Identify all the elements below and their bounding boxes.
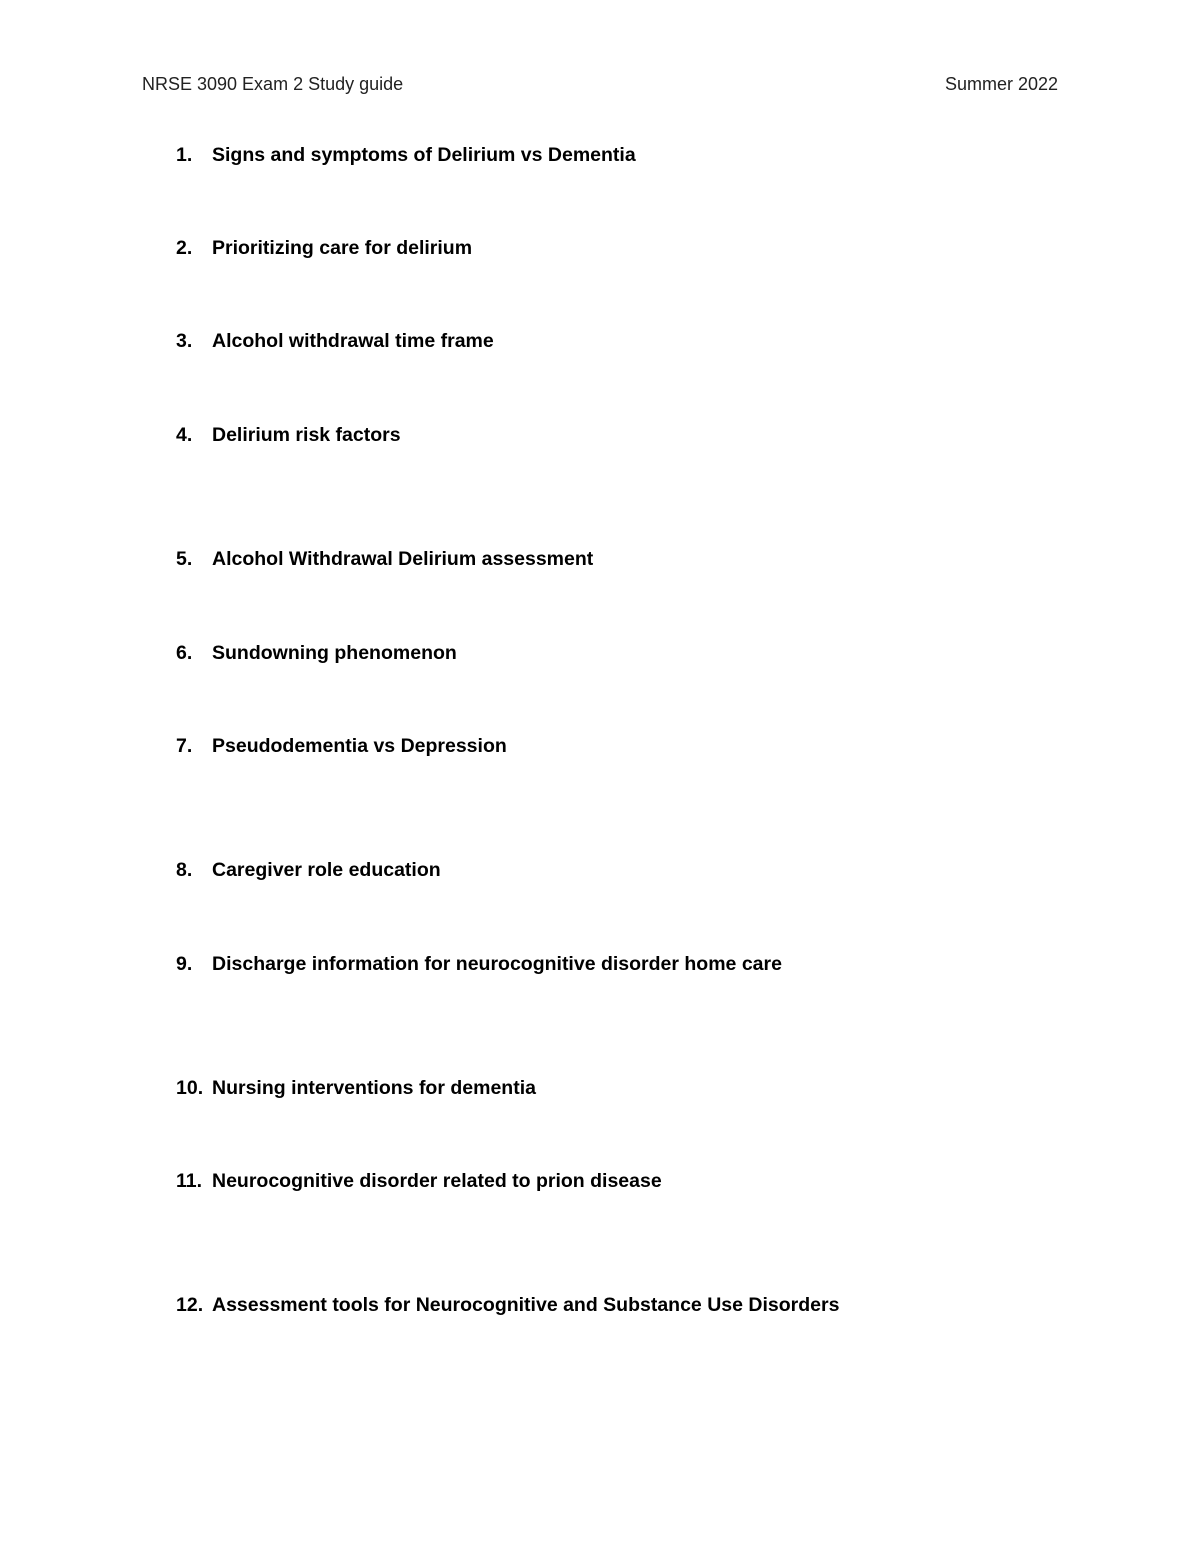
item-text: Neurocognitive disorder related to prion disease bbox=[212, 1170, 662, 1192]
item-number: 5. bbox=[176, 548, 193, 570]
item-number: 4. bbox=[176, 424, 193, 446]
item-text: Delirium risk factors bbox=[212, 424, 401, 446]
item-number: 2. bbox=[176, 237, 193, 259]
item-text: Nursing interventions for dementia bbox=[212, 1077, 536, 1099]
item-number: 7. bbox=[176, 735, 193, 757]
list-item bbox=[176, 642, 1056, 670]
list-item bbox=[176, 144, 1056, 172]
item-number: 3. bbox=[176, 330, 193, 352]
item-number: 10. bbox=[176, 1077, 204, 1099]
item-text: Alcohol withdrawal time frame bbox=[212, 330, 494, 352]
item-number: 1. bbox=[176, 144, 193, 166]
item-text: Pseudodementia vs Depression bbox=[212, 735, 507, 757]
list-item bbox=[176, 237, 1056, 265]
item-number: 6. bbox=[176, 642, 193, 664]
list-item bbox=[176, 953, 1056, 981]
list-item bbox=[176, 859, 1056, 887]
item-text: Assessment tools for Neurocognitive and Substance Use Disorders bbox=[212, 1294, 840, 1316]
list-item bbox=[176, 330, 1056, 358]
header-title: NRSE 3090 Exam 2 Study guide bbox=[142, 74, 404, 94]
list-item bbox=[176, 735, 1056, 763]
item-text: Prioritizing care for delirium bbox=[212, 237, 473, 259]
item-text: Caregiver role education bbox=[212, 859, 441, 881]
item-text: Alcohol Withdrawal Delirium assessment bbox=[212, 548, 594, 570]
page-header bbox=[142, 74, 1058, 98]
list-item bbox=[176, 548, 1056, 576]
item-number: 8. bbox=[176, 859, 193, 881]
item-number: 11. bbox=[176, 1170, 203, 1192]
header-term: Summer 2022 bbox=[944, 74, 1058, 94]
item-text: Signs and symptoms of Delirium vs Dementia bbox=[212, 144, 636, 166]
list-item bbox=[176, 1170, 1056, 1198]
list-item bbox=[176, 424, 1056, 452]
list-item bbox=[176, 1077, 1056, 1105]
item-number: 9. bbox=[176, 953, 193, 975]
list-item bbox=[176, 1294, 1056, 1322]
item-number: 12. bbox=[176, 1294, 204, 1316]
item-text: Discharge information for neurocognitive disorder home care bbox=[212, 953, 782, 975]
item-text: Sundowning phenomenon bbox=[212, 642, 457, 664]
